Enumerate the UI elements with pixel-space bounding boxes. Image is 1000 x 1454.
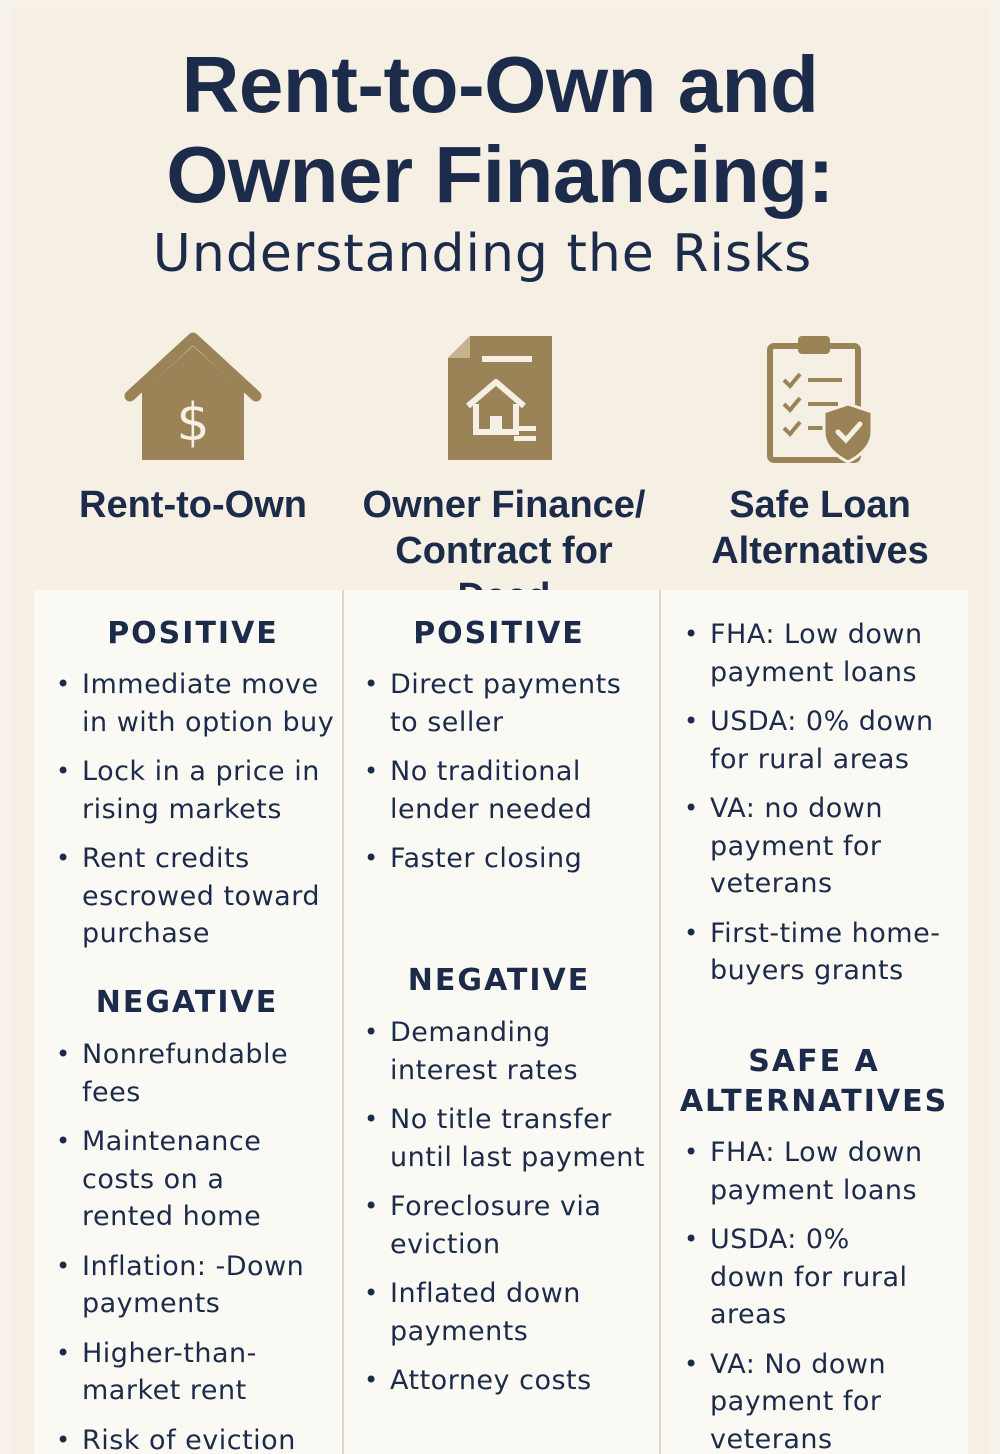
title-line-1: Rent-to-Own and [181, 40, 819, 129]
safe-alternatives-title-line1: SAFE A [748, 1044, 880, 1079]
col-heading-safe-loan [670, 482, 970, 574]
list-item: • Lock in a price in rising markets [54, 753, 340, 828]
list-item: • Risk of eviction [54, 1422, 324, 1454]
document-house-icon [446, 334, 556, 462]
page-title [0, 40, 1000, 220]
column-divider-2 [659, 590, 661, 1454]
list-item: • Maintenance costs on a rented home [54, 1123, 324, 1236]
column-divider-1 [342, 590, 344, 1454]
list-item: • Rent credits escrowed toward purchase [54, 840, 340, 953]
list-item: • Direct payments to seller [362, 666, 652, 741]
col-heading-owner-finance-line2: Contract for [395, 530, 613, 572]
list-item: • First-time home-buyers grants [682, 915, 954, 990]
safe-alternatives-title-line2: ALTERNATIVES [679, 1084, 949, 1119]
list-item: • Inflated down payments [362, 1275, 654, 1350]
house-dollar-icon [124, 332, 262, 462]
svg-text:$: $ [176, 393, 210, 453]
col-heading-rent-to-own: Rent-to-Own [79, 484, 307, 526]
clipboard-shield-icon [766, 332, 876, 464]
col-heading-safe-loan-line1: Safe Loan [729, 484, 911, 526]
list-item: • No title transfer until last payment [362, 1101, 654, 1176]
list-item: • FHA: Low down payment loans [682, 1134, 932, 1209]
list-item: • Immediate move in with option buy [54, 666, 340, 741]
list-item: • Demanding interest rates [362, 1014, 654, 1089]
page-subtitle: Understanding the Risks [152, 224, 813, 284]
list-item: • Faster closing [362, 840, 652, 878]
col-heading-owner-finance-line1: Owner Finance/ [362, 484, 646, 526]
owner-finance-negative-title: NEGATIVE [407, 963, 591, 998]
list-item: • VA: no down payment for veterans [682, 790, 954, 903]
owner-finance-positive-list [362, 666, 652, 890]
list-item: • No traditional lender needed [362, 753, 652, 828]
rent-to-own-positive-list [54, 666, 340, 965]
list-item: • FHA: Low down payment loans [682, 616, 954, 691]
owner-finance-negative-list [362, 1014, 654, 1412]
rent-to-own-negative-list [54, 1036, 324, 1454]
title-line-2: Owner Financing: [166, 130, 834, 219]
list-item: • Higher-than-market rent [54, 1335, 324, 1410]
safe-alternatives-title [664, 1042, 964, 1122]
list-item: • Foreclosure via eviction [362, 1188, 654, 1263]
list-item: • Attorney costs [362, 1362, 654, 1400]
rent-to-own-positive-title: POSITIVE [107, 616, 279, 651]
list-item: • Inflation: -Down payments [54, 1248, 324, 1323]
col-heading-safe-loan-line2: Alternatives [711, 530, 929, 572]
list-item: • Nonrefundable fees [54, 1036, 324, 1111]
list-item: • USDA: 0% down for rural areas [682, 703, 954, 778]
safe-alternatives-list [682, 1134, 932, 1454]
list-item: • VA: No down payment for veterans [682, 1346, 932, 1454]
rent-to-own-negative-title: NEGATIVE [95, 985, 279, 1020]
owner-finance-positive-title: POSITIVE [413, 616, 585, 651]
safe-loan-list [682, 616, 954, 1002]
list-item: • USDA: 0% down for rural areas [682, 1221, 932, 1334]
